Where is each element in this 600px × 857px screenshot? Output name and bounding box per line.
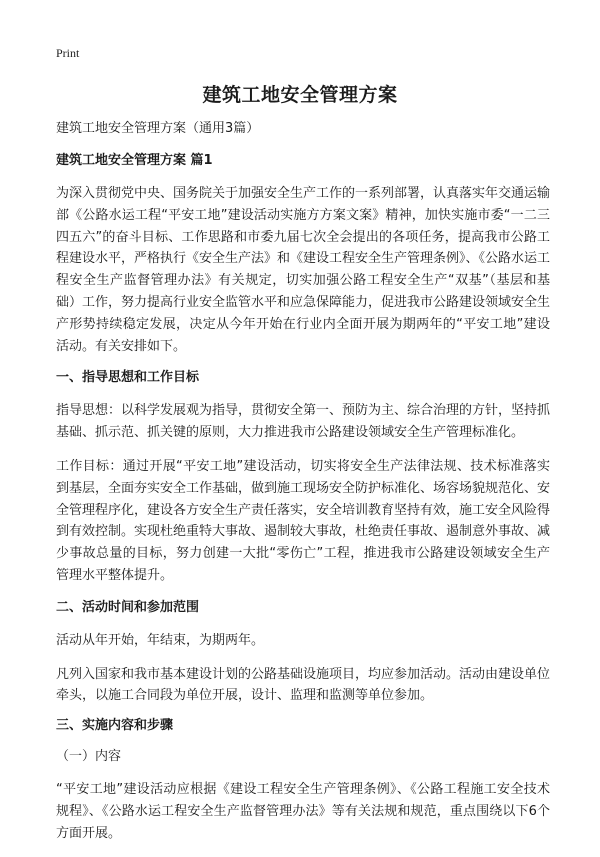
section-heading-2: 二、活动时间和参加范围 [56,599,200,615]
document-body [56,120,550,857]
section-heading-1: 一、指导思想和工作目标 [56,370,200,386]
print-link[interactable]: Print [56,46,80,60]
subsection-heading-content: （一）内容 [56,749,122,765]
work-goal-paragraph: 工作目标：通过开展“平安工地”建设活动，切实将安全生产法律法规、技术标准落实到基层，全面夯实安全工作基础，做到施工现场安全防护标准化、场容场貌规范化、安全管理程序化，建设各方安全生产责任落实，安全培训教育坚持有效，施工安全风险得到有效控制。实现杜绝重特大事故、遏制较大事故，杜绝责任事故、遏制意外事故、减少事故总量的目标，努力创建一大批“零伤亡”工程，推进我市公路建设领域安全生产管理水平整体提升。 [56,458,551,583]
document-subtitle: 建筑工地安全管理方案（通用3篇） [56,121,260,136]
activity-time-paragraph: 活动从年开始，年结束，为期两年。 [56,632,265,648]
intro-paragraph: 为深入贯彻党中央、国务院关于加强安全生产工作的一系列部署，认真落实年交通运输部《公路水运工程“平安工地”建设活动实施方方案文案》精神，加快实施市委“一二三四五六”的奋斗目标、工作思路和市委九届七次全会提出的各项任务，提高我市公路工程建设水平，严格执行《安全生产法》和《建设工程安全生产管理条例》、《公路水运工程安全生产监督管理办法》有关规定，切实加强公路工程安全生产“双基”（基层和基础）工作，努力提高行业安全监管水平和应急保障能力，促进我市公路建设领域安全生产形势持续稳定发展，决定从今年开始在行业内全面开展为期两年的“平安工地”建设活动。有关安排如下。 [56,186,551,354]
guiding-thought-paragraph: 指导思想：以科学发展观为指导，贯彻安全第一、预防为主、综合治理的方针，坚持抓基础、抓示范、抓关键的原则，大力推进我市公路建设领域安全生产管理标准化。 [56,403,551,441]
page-title: 建筑工地安全管理方案 [202,84,398,106]
chapter-heading: 建筑工地安全管理方案 篇1 [56,153,213,168]
scope-paragraph: 凡列入国家和我市基本建设计划的公路基础设施项目，均应参加活动。活动由建设单位牵头，以施工合同段为单位开展，设计、监理和监测等单位参加。 [56,666,551,704]
content-paragraph: “平安工地”建设活动应根据《建设工程安全生产管理条例》、《公路工程施工安全技术规程》、《公路水运工程安全生产监督管理办法》等有关法规和规范，重点围绕以下6个方面开展。 [56,782,550,841]
section-heading-3: 三、实施内容和步骤 [56,718,174,734]
